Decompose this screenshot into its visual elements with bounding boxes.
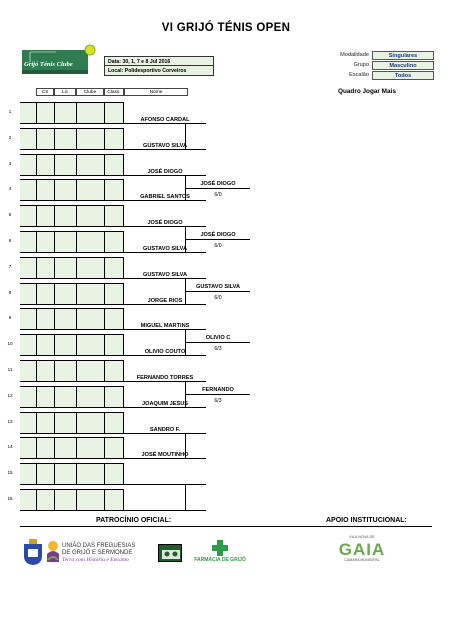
player-cells [20, 489, 124, 511]
meta-table [336, 50, 434, 80]
player-name: OLIVIO COUTO [124, 348, 206, 356]
player-name: MIGUEL MARTINS [124, 322, 206, 330]
player-cells [20, 412, 124, 434]
sponsor-title: PATROCÍNIO OFICIAL: [96, 517, 172, 524]
player-name [124, 477, 206, 485]
round2-winner: FERNANDO [186, 386, 250, 395]
seed-number: 16 [7, 496, 13, 501]
sponsor-badge-icon [158, 544, 182, 562]
player-name: AFONSO CARDAL [124, 116, 206, 124]
bracket-connector [185, 485, 186, 511]
seed-number: 13 [7, 419, 13, 424]
pharmacy-name: FARMÁCIA DE GRIJÓ [194, 557, 246, 563]
date-label: Data: [108, 59, 121, 65]
event-info [104, 56, 214, 76]
player-cells [20, 154, 124, 176]
seed-number: 12 [7, 393, 13, 398]
player-name: JOSÉ DIOGO [124, 168, 206, 176]
player-cells [20, 334, 124, 356]
col-header-lic: Lic [54, 88, 76, 96]
player-cells [20, 308, 124, 330]
col-header-class: Class. [104, 88, 124, 96]
player-name [124, 503, 206, 511]
seed-number: 14 [7, 444, 13, 449]
logo-text: Grijó Ténis Clube [24, 61, 73, 68]
round2-winner: GUSTAVO SILVA [186, 283, 250, 292]
seed-number: 6 [8, 238, 12, 243]
draw-title: Quadro Jogar Mais [338, 88, 396, 95]
modalidade-value: Singulares [372, 51, 434, 60]
player-name: JOAQUIM JESUS [124, 400, 206, 408]
seed-number: 2 [8, 135, 12, 140]
match-score: 6/3 [214, 346, 222, 352]
player-name: JORGE RIOS [124, 297, 206, 305]
gaia-sub: CÂMARA MUNICIPAL [344, 558, 380, 562]
seed-number: 15 [7, 470, 13, 475]
bracket-connector [185, 124, 186, 150]
round2-winner: JOSÉ DIOGO [186, 180, 250, 189]
gaia-top: VILA NOVA DE [349, 535, 375, 539]
bracket-connector [185, 434, 186, 459]
player-name: GABRIEL SANTOS [124, 193, 206, 201]
seed-number: 10 [7, 341, 13, 346]
player-name: GUSTAVO SILVA [124, 142, 206, 150]
footer-divider [20, 526, 432, 527]
player-name: GUSTAVO SILVA [124, 245, 206, 253]
grupo-label: Grupo [353, 62, 369, 68]
match-score: 6/0 [214, 295, 222, 301]
col-header-cs: CS [36, 88, 54, 96]
round2-winner: JOSÉ DIOGO [186, 231, 250, 240]
player-name: FERNANDO TORRES [124, 374, 206, 382]
seed-number: 3 [8, 161, 12, 166]
pharmacy-cross-icon [212, 540, 228, 556]
escalao-label: Escalão [349, 72, 369, 78]
escalao-value: Todos [372, 71, 434, 80]
seed-number: 1 [8, 109, 12, 114]
player-name: GUSTAVO SILVA [124, 271, 206, 279]
modalidade-label: Modalidade [340, 52, 369, 58]
player-cells [20, 102, 124, 124]
col-header-clube: Clube [76, 88, 104, 96]
match-score: 6/0 [214, 192, 222, 198]
union-line2: DE GRIJÓ E SERMONDE [62, 550, 133, 556]
player-name: SANDRO F. [124, 426, 206, 434]
player-cells [20, 360, 124, 382]
grupo-value: Masculino [372, 61, 434, 70]
seed-number: 11 [7, 367, 13, 372]
player-cells [20, 283, 124, 305]
event-date: 30, 1, 7 e 8 Jul 2016 [122, 59, 171, 65]
player-cells [20, 463, 124, 485]
union-tagline: Terra com História e Encanto [62, 557, 129, 563]
col-header-nome: Nome [124, 88, 188, 96]
player-cells [20, 205, 124, 227]
crest-icon [22, 538, 44, 566]
club-logo [20, 44, 100, 78]
seed-number: 5 [8, 212, 12, 217]
seed-number: 8 [8, 290, 12, 295]
union-name [62, 543, 135, 564]
player-cells [20, 386, 124, 408]
player-name: JOSÉ MOUTINHO [124, 451, 206, 459]
seed-number: 7 [8, 264, 12, 269]
union-line1: UNIÃO DAS FREGUESIAS [62, 543, 136, 549]
event-local: Polidesportivo Corveiros [124, 68, 187, 74]
match-score: 6/3 [214, 398, 222, 404]
player-cells [20, 437, 124, 459]
match-score: 6/0 [214, 243, 222, 249]
player-cells [20, 128, 124, 150]
gaia-logo: GAIA [338, 540, 386, 559]
player-cells [20, 179, 124, 201]
event-date-row [104, 56, 214, 66]
event-local-row [104, 66, 214, 76]
support-title: APOIO INSTITUCIONAL: [326, 517, 407, 524]
seed-number: 9 [8, 315, 12, 320]
player-name: JOSÉ DIOGO [124, 219, 206, 227]
union-emblem-icon [46, 540, 60, 564]
player-cells [20, 231, 124, 253]
player-cells [20, 257, 124, 279]
page-title: VI GRIJÓ TÉNIS OPEN [161, 22, 291, 34]
seed-number: 4 [8, 186, 12, 191]
local-label: Local: [108, 68, 124, 74]
round2-winner: OLIVIO C [186, 334, 250, 343]
